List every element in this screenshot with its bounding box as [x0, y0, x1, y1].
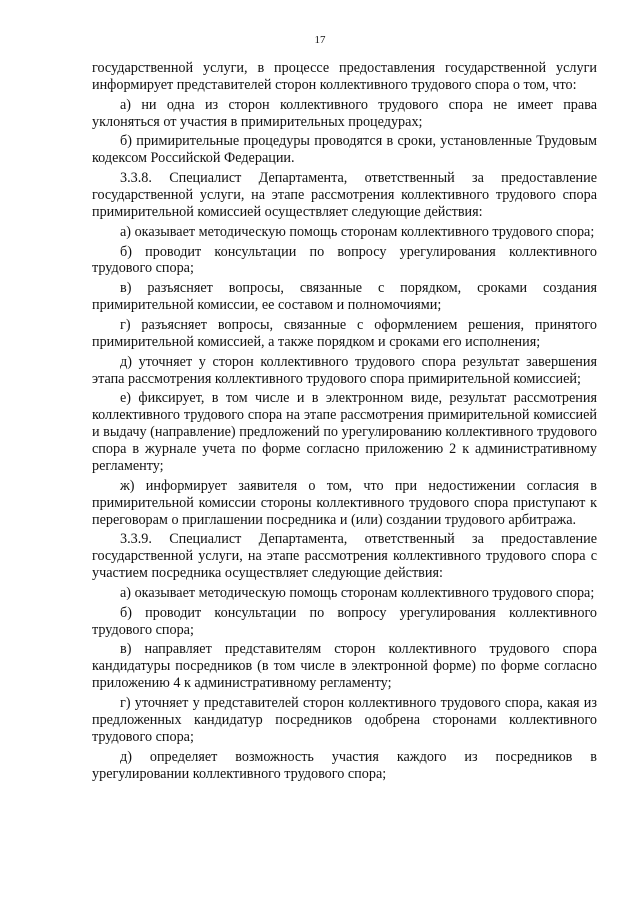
paragraph-section-3-3-9: 3.3.9. Специалист Департамента, ответственный за предоставление государственной услуги, на этапе рассмотрения коллективного трудового спора с участием посредника осуществляет следующие действия: — [92, 531, 597, 582]
page-number: 17 — [314, 34, 326, 46]
paragraph-3-3-9-item-v: в) направляет представителям сторон коллективного трудового спора кандидатуры посредников (в том числе в электронной форме) по форме согласно приложению 4 к административному регламенту; — [92, 641, 597, 692]
paragraph-3-3-8-item-b: б) проводит консультации по вопросу урегулирования коллективного трудового спора; — [92, 243, 597, 277]
paragraph-3-3-8-item-e: е) фиксирует, в том числе и в электронном виде, результат рассмотрения коллективного трудового спора на этапе рассмотрения примирительной комиссией и выдачу (направление) предложений по урегулированию коллективного трудового спора в журнале учета по форме согласно приложению 2 к административному регламенту; — [92, 390, 597, 474]
paragraph-3-3-9-item-b: б) проводит консультации по вопросу урегулирования коллективного трудового спора; — [92, 604, 597, 638]
paragraph-item-b-deadlines: б) примирительные процедуры проводятся в сроки, установленные Трудовым кодексом Российской Федерации. — [92, 133, 597, 167]
paragraph-section-3-3-8: 3.3.8. Специалист Департамента, ответственный за предоставление государственной услуги, на этапе рассмотрения коллективного трудового спора примирительной комиссией осуществляет следующие действия: — [92, 170, 597, 220]
paragraph-3-3-9-item-a: а) оказывает методическую помощь сторонам коллективного трудового спора; — [120, 584, 595, 601]
paragraph-3-3-8-item-g: г) разъясняет вопросы, связанные с оформлением решения, принятого примирительной комиссией, а также порядком и сроками его исполнения; — [92, 316, 597, 350]
paragraph-3-3-8-item-a: а) оказывает методическую помощь сторонам коллективного трудового спора; — [120, 223, 595, 240]
paragraph-3-3-8-item-d: д) уточняет у сторон коллективного трудового спора результат завершения этапа рассмотрения коллективного трудового спора примирительной комиссией; — [92, 353, 597, 387]
paragraph-3-3-9-item-g: г) уточняет у представителей сторон коллективного трудового спора, какая из предложенных кандидатур посредников одобрена сторонами коллективного трудового спора; — [92, 695, 597, 745]
paragraph-item-a-no-evasion: а) ни одна из сторон коллективного трудового спора не имеет права уклоняться от участия в примирительных процедурах; — [92, 96, 597, 130]
paragraph-continuation: государственной услуги, в процессе предоставления государственной услуги информирует представителей сторон коллективного трудового спора о том, что: — [92, 60, 597, 93]
paragraph-3-3-8-item-v: в) разъясняет вопросы, связанные с порядком, сроками создания примирительной комиссии, ее составом и полномочиями; — [92, 280, 597, 314]
paragraph-3-3-9-item-d: д) определяет возможность участия каждого из посредников в урегулировании коллективного трудового спора; — [92, 748, 597, 782]
document-body — [92, 60, 597, 785]
paragraph-3-3-8-item-zh: ж) информирует заявителя о том, что при недостижении согласия в примирительной комиссии стороны коллективного трудового спора приступают к переговорам о приглашении посредника и (или) создании трудового арбитража. — [92, 477, 597, 528]
